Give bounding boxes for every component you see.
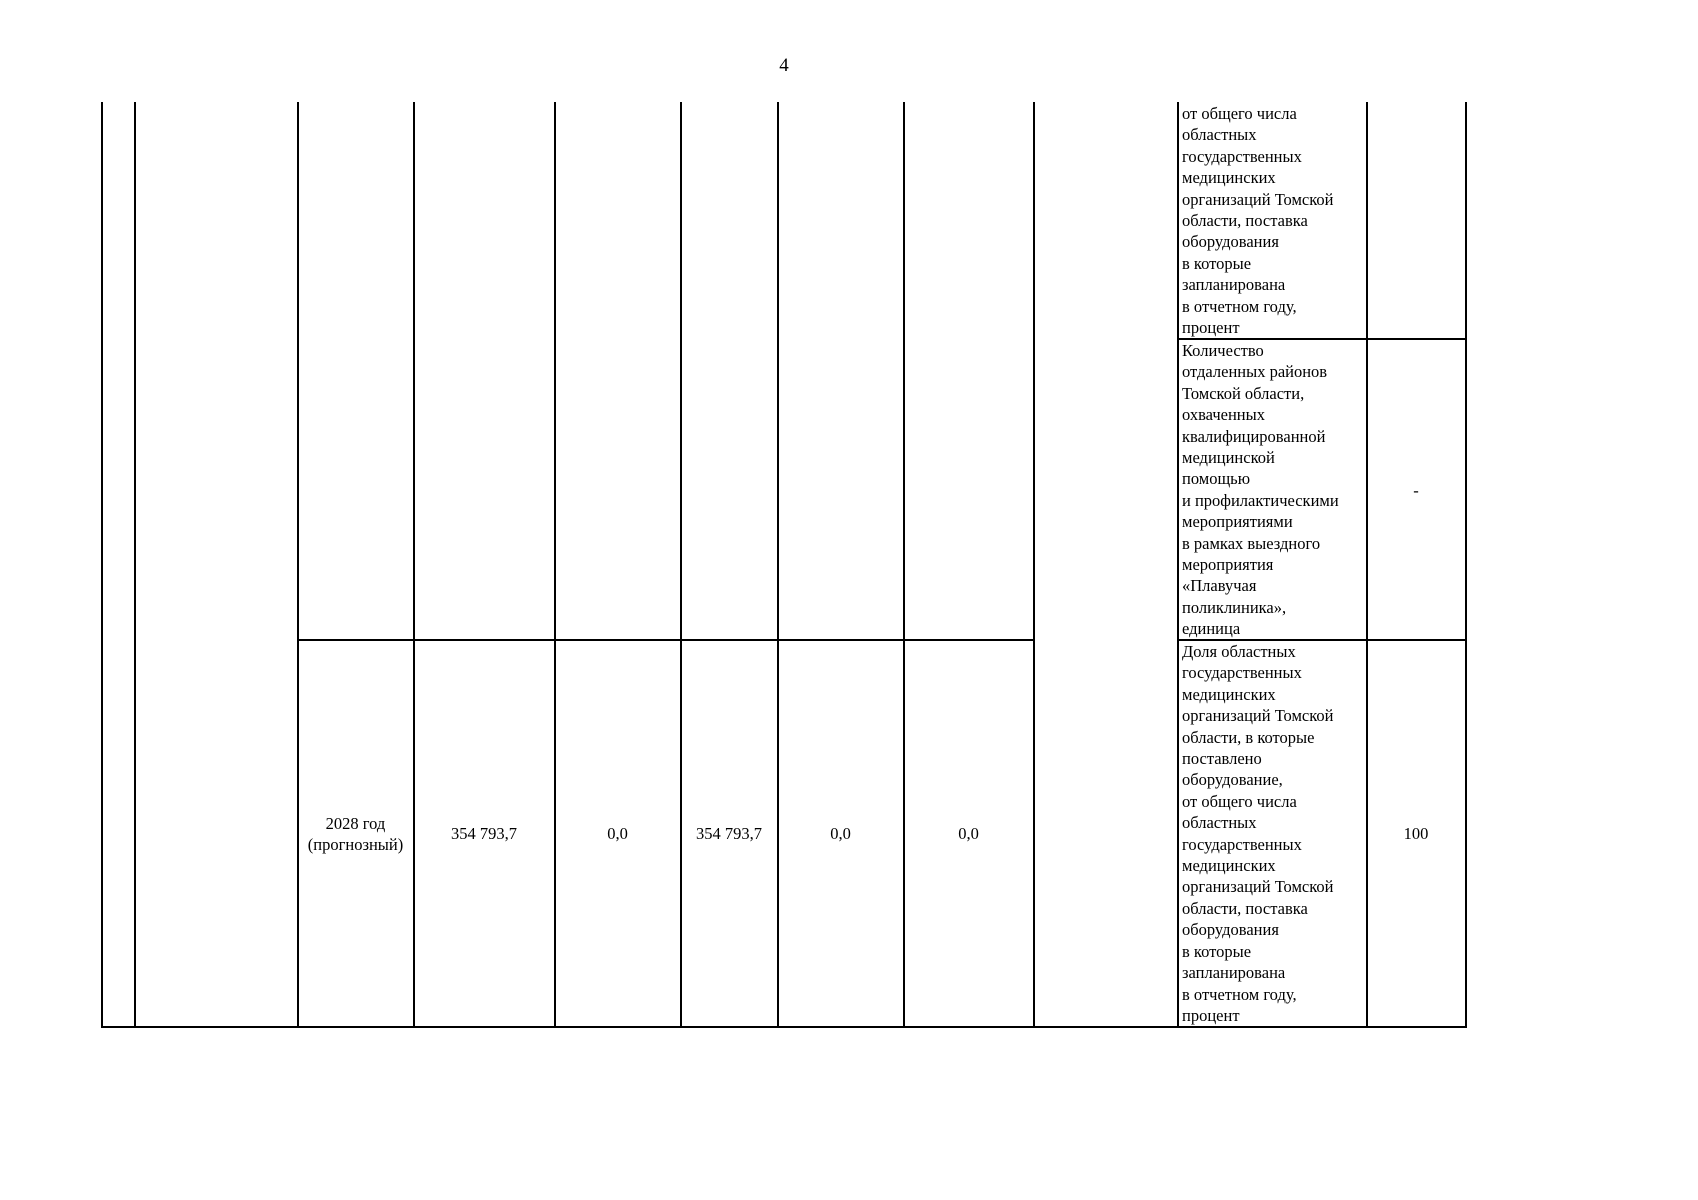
page-number: 4: [779, 55, 789, 76]
other-sources-cell: 0,0: [958, 824, 979, 843]
regional-budget-cell: 354 793,7: [696, 824, 762, 843]
indicator-name-cell: Количество отдаленных районов Томской области, охваченных квалифицированной медицинской помощью и профилактическими мероприятиями в рамках выездного мероприятия «Плавучая поликлиника», единица: [1182, 341, 1339, 639]
column-divider: [297, 102, 299, 1028]
indicator-name-cell: Доля областных государственных медицинских организаций Томской области, в которые поставлено оборудование, от общего числа областных государственных медицинских организаций Томской области, поставка оборудования в которые запланирована в отчетном году, процент: [1182, 642, 1334, 1025]
column-divider: [134, 102, 136, 1028]
indicator-name-cell: от общего числа областных государственных медицинских организаций Томской области, поставка оборудования в которые запланирована в отчетном году, процент: [1182, 104, 1334, 338]
local-budget-cell: 0,0: [830, 824, 851, 843]
table-border-left: [101, 102, 103, 1028]
year-qualifier: (прогнозный): [307, 835, 404, 855]
column-divider: [777, 102, 779, 1028]
column-divider: [903, 102, 905, 1028]
column-divider: [1033, 102, 1035, 1028]
indicator-value-cell: 100: [1403, 824, 1429, 843]
column-divider: [680, 102, 682, 1028]
year-cell: [298, 813, 413, 856]
column-divider: [1366, 102, 1368, 1028]
column-divider: [1177, 102, 1179, 1028]
table-border-right: [1465, 102, 1467, 1028]
total-amount-cell: 354 793,7: [451, 824, 517, 843]
indicator-value-cell: -: [1413, 481, 1419, 500]
column-divider: [413, 102, 415, 1028]
row-divider: [297, 639, 1034, 641]
federal-budget-cell: 0,0: [607, 824, 628, 843]
year-label: 2028 год: [325, 814, 386, 833]
column-divider: [554, 102, 556, 1028]
